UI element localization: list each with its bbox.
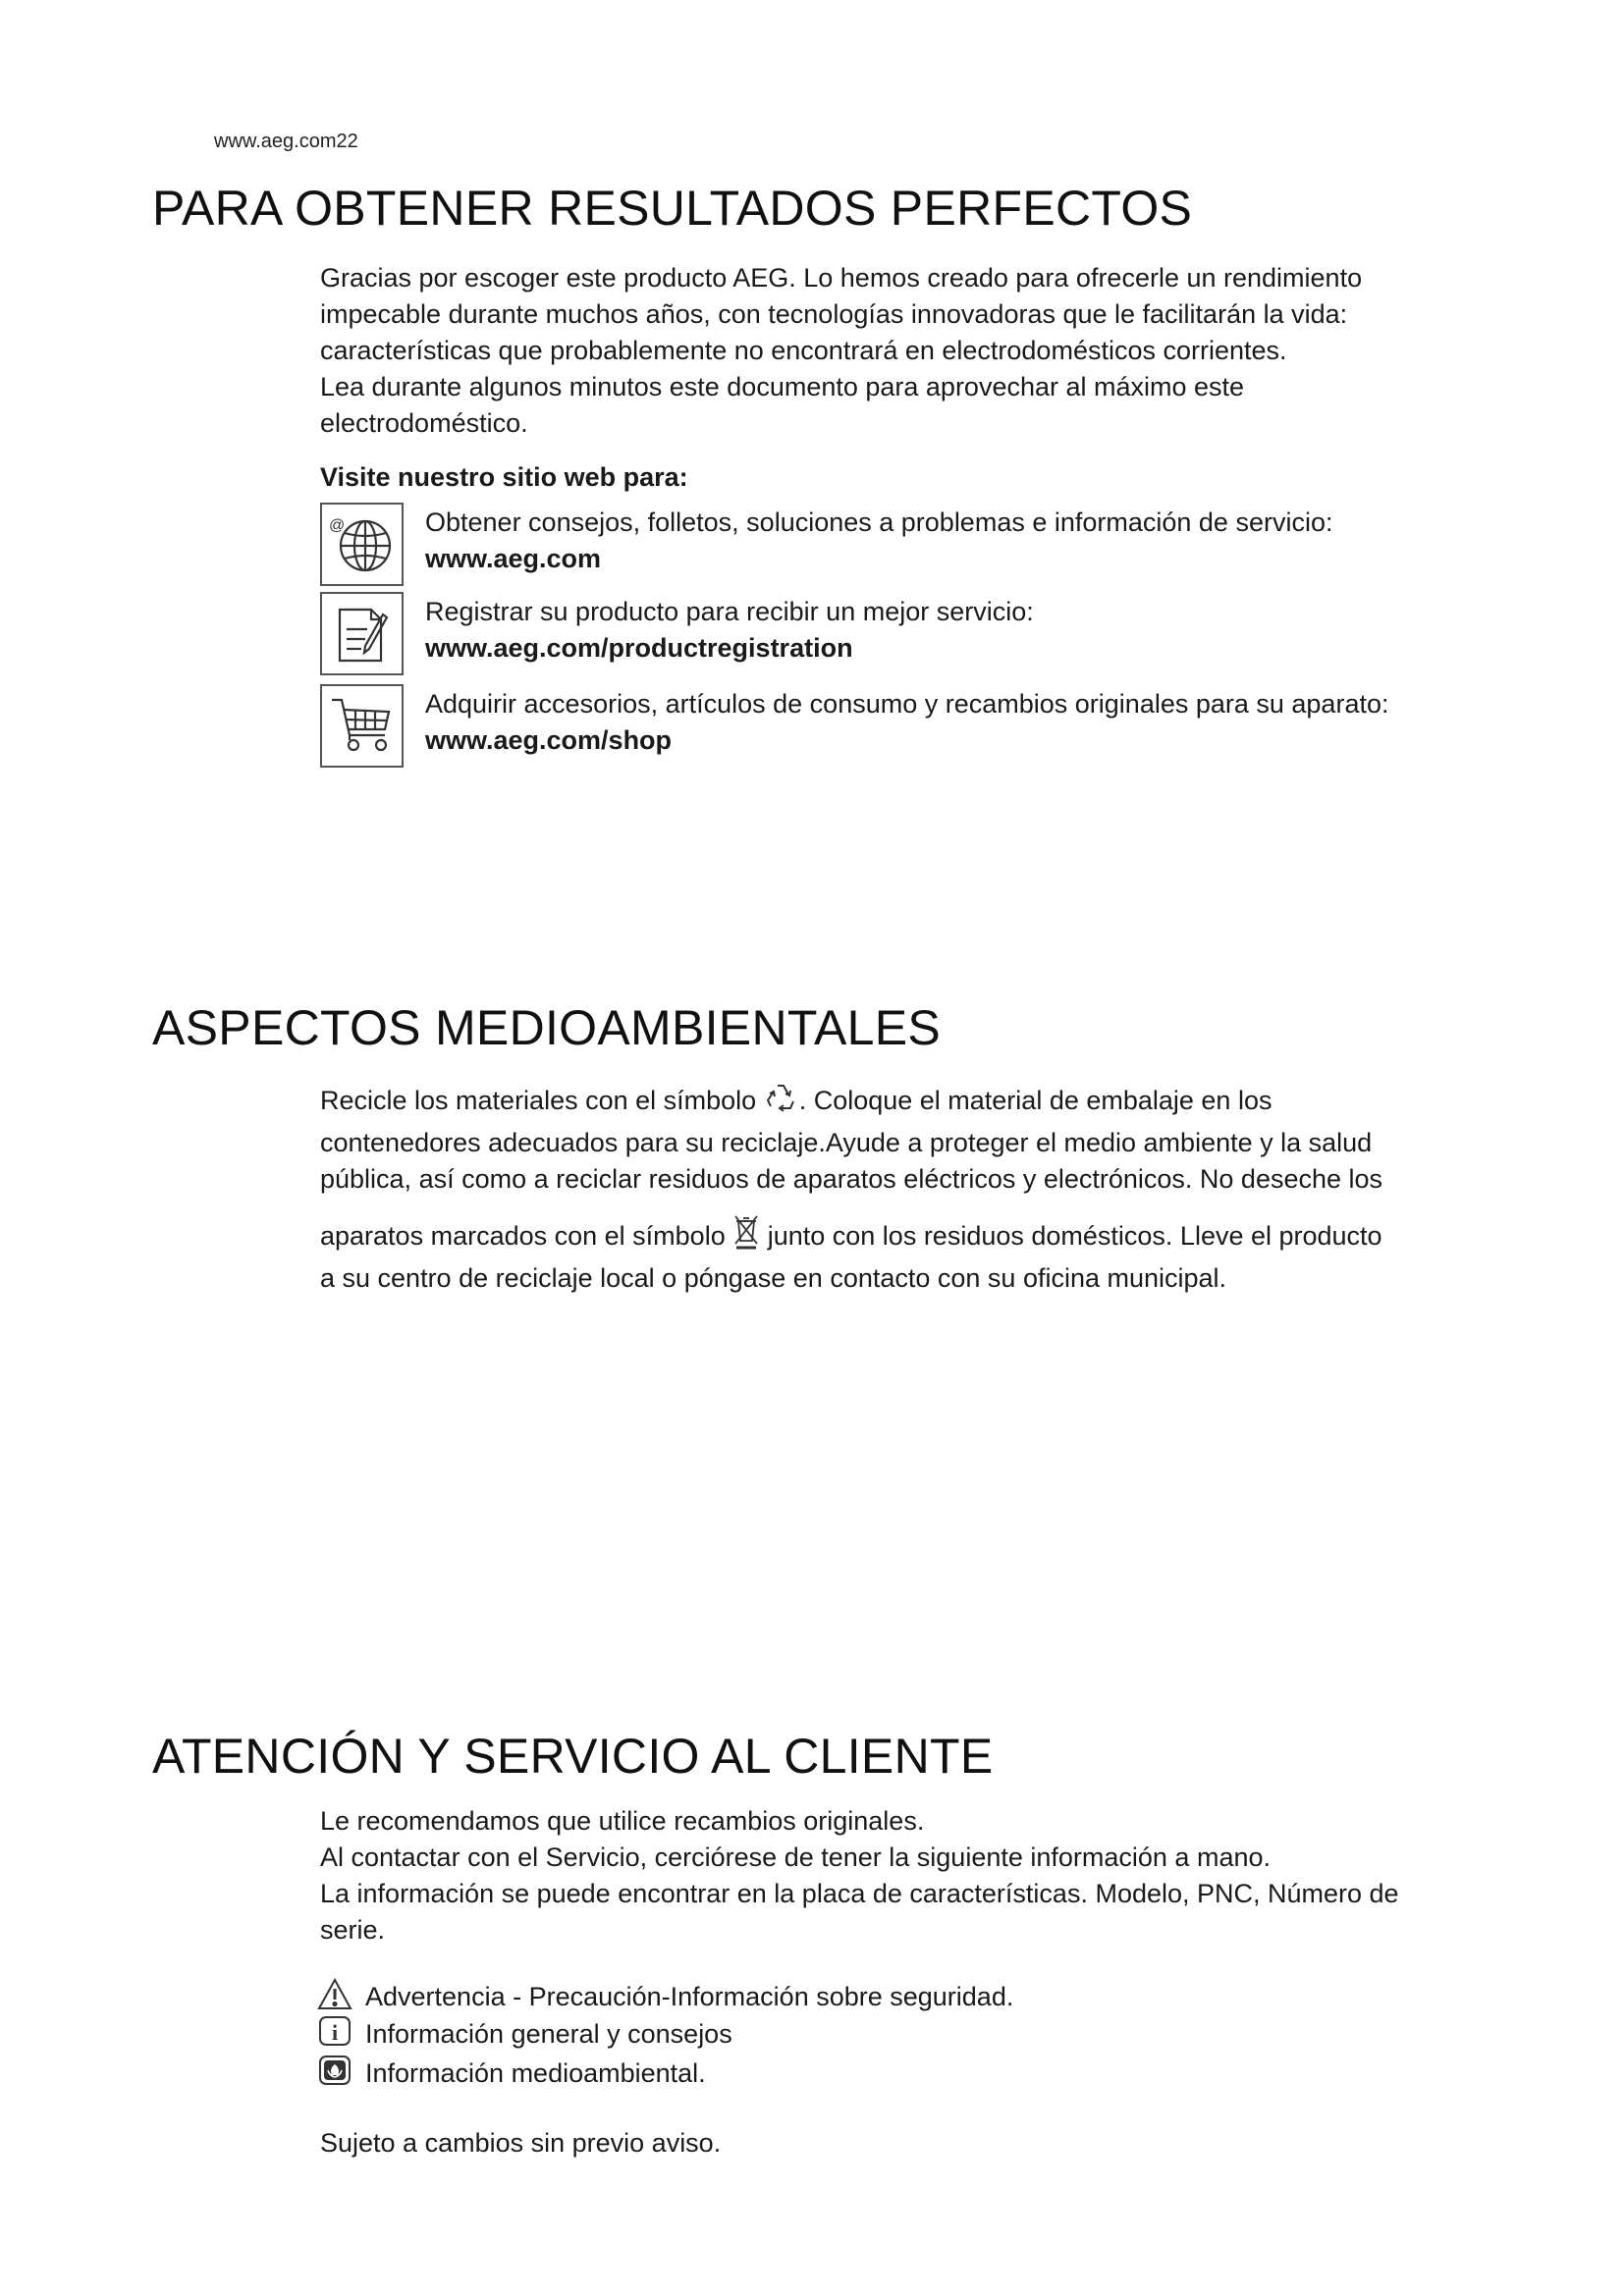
environment-paragraph (320, 1080, 1528, 1297)
legend-label: Advertencia - Precaución-Información sobre seguridad. (365, 1982, 1014, 2011)
visit-item-shop (320, 684, 1498, 773)
intro-line: Lea durante algunos minutos este documento para aprovechar al máximo este (320, 372, 1245, 401)
recycle-icon (764, 1080, 799, 1125)
section-title-environment: ASPECTOS MEDIOAMBIENTALES (152, 1000, 942, 1055)
info-icon (316, 2014, 353, 2050)
svg-text:i: i (331, 2020, 339, 2045)
header-url: www.aeg.com (214, 131, 337, 152)
shopping-cart-icon (320, 684, 404, 768)
shop-link[interactable]: www.aeg.com/shop (425, 725, 673, 755)
visit-item-registration (320, 592, 1498, 680)
environment-line: pública, así como a reciclar residuos de aparatos eléctricos y electrónicos. No deseche los (320, 1164, 1383, 1194)
environment-line: aparatos marcados con el símbolo junto con los residuos domésticos. Lleve el producto (320, 1213, 1528, 1260)
section-title-customer-service: ATENCIÓN Y SERVICIO AL CLIENTE (152, 1729, 994, 1784)
crossed-bin-icon (732, 1213, 760, 1260)
support-link[interactable]: www.aeg.com (425, 544, 602, 573)
globe-icon (320, 503, 404, 586)
svg-text:@: @ (329, 517, 346, 534)
legend-label: Información medioambiental. (365, 2058, 706, 2088)
intro-line: características que probablemente no encontrará en electrodomésticos corrientes. (320, 336, 1287, 365)
environment-line: Recicle los materiales con el símbolo . Coloque el material de embalaje en los (320, 1080, 1528, 1125)
visit-item-text: Registrar su producto para recibir un mejor servicio: (425, 597, 1034, 626)
environment-line: contenedores adecuados para su reciclaje.Ayude a proteger el medio ambiente y la salud (320, 1128, 1373, 1157)
section-title-results: PARA OBTENER RESULTADOS PERFECTOS (152, 181, 1193, 236)
footer-note: Sujeto a cambios sin previo aviso. (320, 2128, 722, 2158)
intro-line: Gracias por escoger este producto AEG. Lo hemos creado para ofrecerle un rendimiento (320, 263, 1363, 293)
service-line: serie. (320, 1915, 386, 1945)
visit-item-text: Obtener consejos, folletos, soluciones a problemas e información de servicio: (425, 507, 1333, 537)
visit-item-text: Adquirir accesorios, artículos de consumo y recambios originales para su aparato: (425, 689, 1389, 719)
environment-line: a su centro de reciclaje local o póngase en contacto con su oficina municipal. (320, 1263, 1227, 1293)
warning-icon (316, 1977, 353, 2012)
registration-link[interactable]: www.aeg.com/productregistration (425, 633, 853, 663)
visit-item-support (320, 503, 1498, 591)
visit-heading: Visite nuestro sitio web para: (320, 462, 688, 492)
intro-line: electrodoméstico. (320, 408, 528, 438)
registration-icon (320, 592, 404, 675)
service-line: La información se puede encontrar en la placa de características. Modelo, PNC, Número de (320, 1879, 1399, 1908)
service-line: Le recomendamos que utilice recambios originales. (320, 1806, 925, 1836)
service-line: Al contactar con el Servicio, cerciórese de tener la siguiente información a mano. (320, 1842, 1271, 1872)
environment-icon (316, 2054, 353, 2089)
intro-line: impecable durante muchos años, con tecnologías innovadoras que le facilitarán la vida: (320, 299, 1348, 329)
legend-label: Información general y consejos (365, 2019, 732, 2049)
page-header (214, 131, 358, 153)
intro-paragraph (320, 260, 1547, 442)
page-number: 22 (336, 131, 358, 152)
service-paragraph (320, 1803, 1547, 1949)
